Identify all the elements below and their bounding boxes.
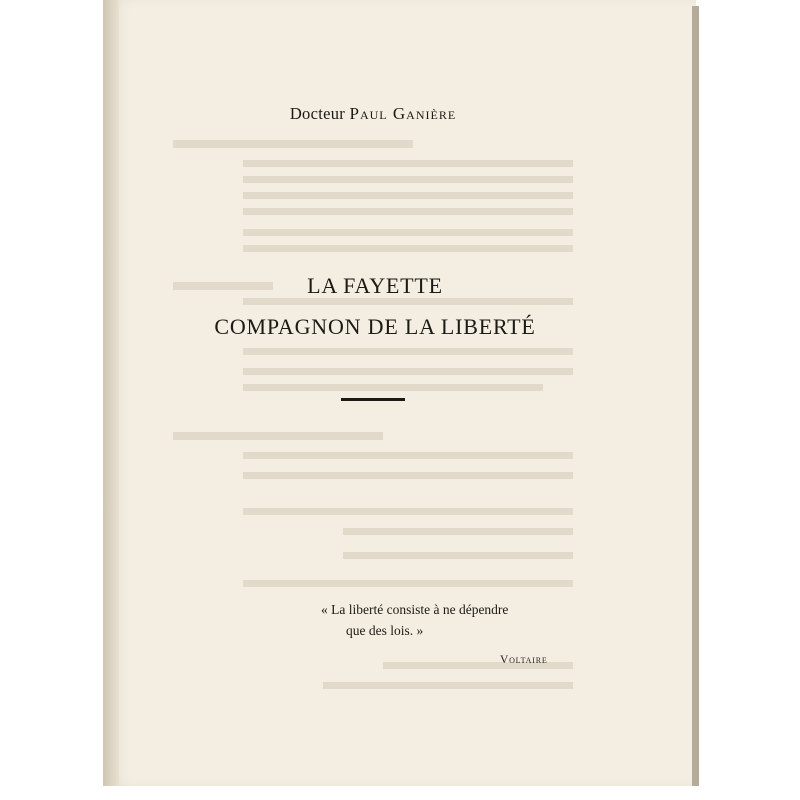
title-rule [341,398,405,401]
title-line-1: LA FAYETTE [307,273,443,298]
epigraph [321,599,621,641]
author-name: Paul Ganière [349,104,457,123]
epigraph-line-2: que des lois. » [346,623,424,638]
epigraph-author: Voltaire [500,654,548,666]
title-line-2: COMPAGNON DE LA LIBERTÉ [214,314,536,339]
epigraph-line-1: « La liberté consiste à ne dépendre [321,602,509,617]
author-prefix: Docteur [289,104,346,123]
page-edge [692,6,699,786]
author-line [203,104,543,124]
